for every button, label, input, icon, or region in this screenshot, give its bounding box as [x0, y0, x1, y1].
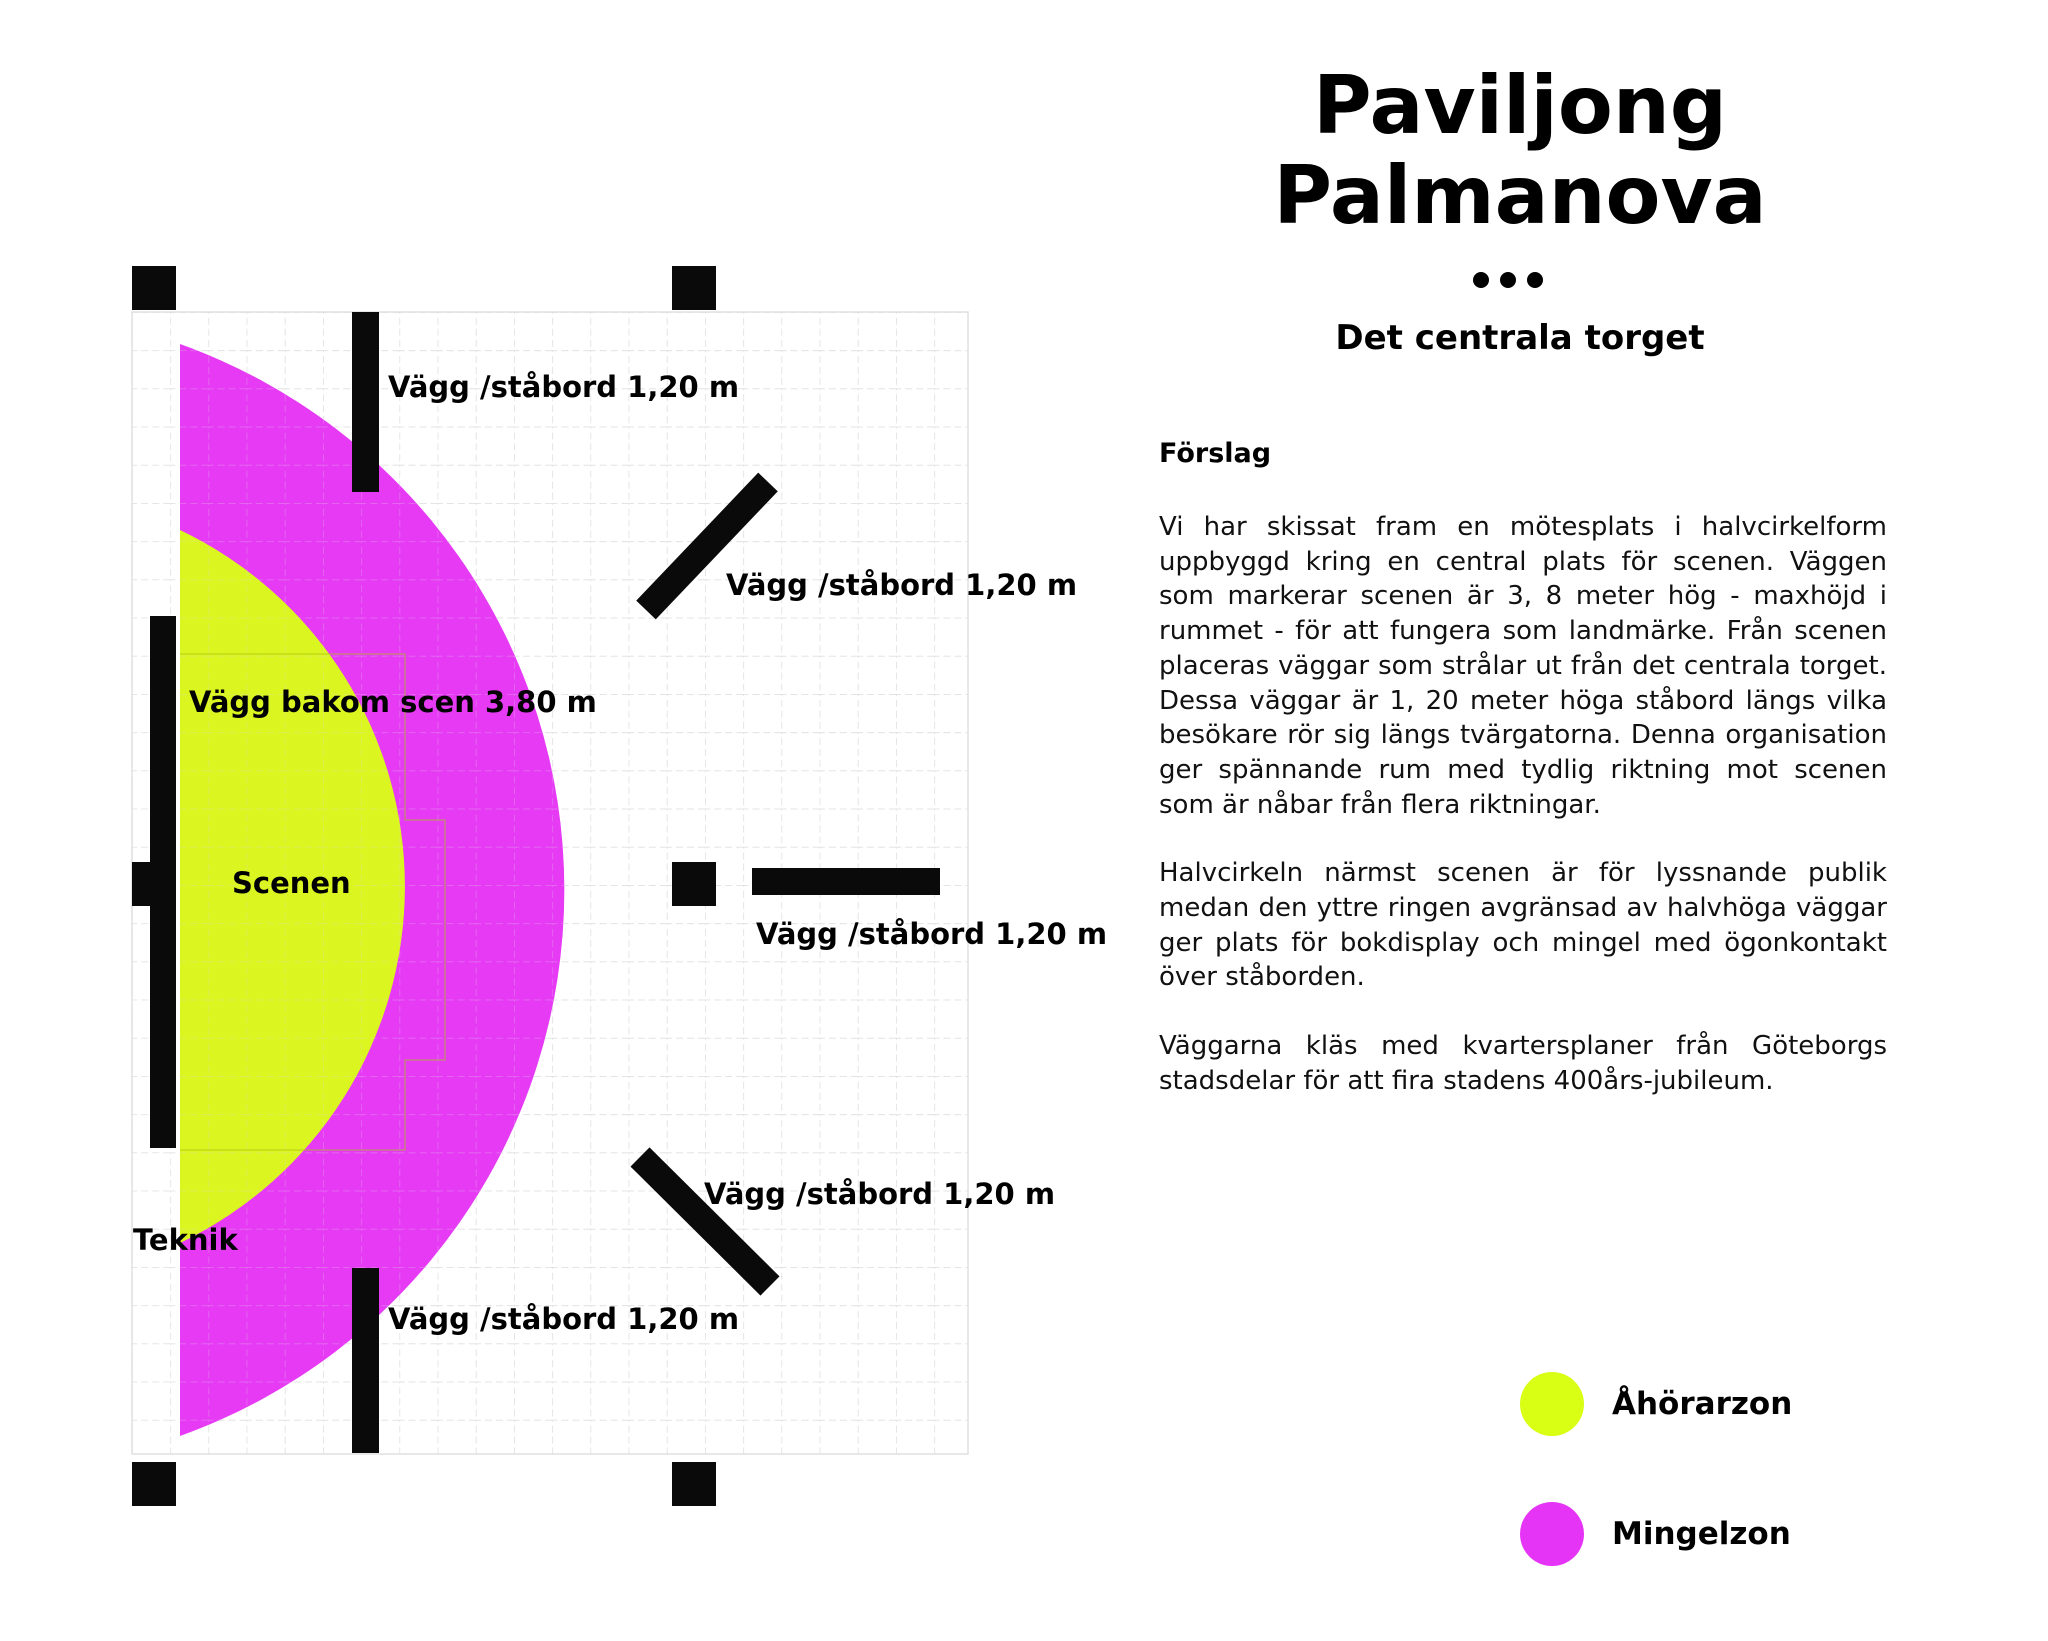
center-marker — [672, 862, 716, 906]
paragraph: Vi har skissat fram en mötesplats i halvcirkelform uppbyggd kring en central plats för scenen. Väggen som markerar scenen är 3, 8 meter hög - maxhöjd i rummet - för att fungera som landmärke. Från scenen placeras väggar som strålar ut från det centrala torget. Dessa väggar är 1, 20 meter höga ståbord längs vilka besökare rör sig längs tvärgatorna. Denna organisation ger spännande rum med tydlig riktning mot scenen som är nåbar från flera riktningar. — [1159, 512, 1887, 820]
wall-label-top: Vägg /ståbord 1,20 m — [388, 370, 740, 404]
column-marker — [132, 1462, 176, 1506]
column-marker — [672, 266, 716, 310]
page-title-line-2: Palmanova — [1273, 149, 1767, 242]
paragraph: Halvcirkeln närmst scenen är för lyssnande publik medan den yttre ringen avgränsad av halvhöga väggar ger plats för bokdisplay och mingel med ögonkontakt över ståborden. — [1159, 858, 1887, 993]
column-marker — [672, 1462, 716, 1506]
legend-swatch-mingle — [1520, 1502, 1584, 1566]
tech-label: Teknik — [133, 1223, 238, 1257]
wall-label-upper-right: Vägg /ståbord 1,20 m — [726, 568, 1078, 602]
wall-label-right: Vägg /ståbord 1,20 m — [756, 917, 1108, 951]
page-title-line-1: Paviljong — [1312, 59, 1728, 152]
legend-label-mingle: Mingelzon — [1612, 1516, 1791, 1552]
legend-swatch-audience — [1520, 1372, 1584, 1436]
wall-label-bottom: Vägg /ståbord 1,20 m — [388, 1302, 740, 1336]
column-marker — [132, 266, 176, 310]
description-text — [1159, 510, 1887, 1133]
wall-label-lower-right: Vägg /ståbord 1,20 m — [704, 1177, 1056, 1211]
section-heading: Förslag — [1159, 438, 1272, 469]
radial-wall-right — [752, 868, 940, 895]
back-wall — [150, 616, 176, 1148]
back-wall-label: Vägg bakom scen 3,80 m — [189, 685, 597, 719]
stage-label: Scenen — [232, 866, 351, 900]
subtitle: Det centrala torget — [1335, 318, 1705, 358]
radial-wall-bottom — [352, 1268, 379, 1453]
paragraph: Väggarna kläs med kvartersplaner från Göteborgs stadsdelar för att fira stadens 400års-jubileum. — [1159, 1031, 1887, 1096]
legend-label-audience: Åhörarzon — [1612, 1386, 1793, 1422]
separator-dots — [1465, 270, 1575, 290]
radial-wall-top — [352, 312, 379, 492]
